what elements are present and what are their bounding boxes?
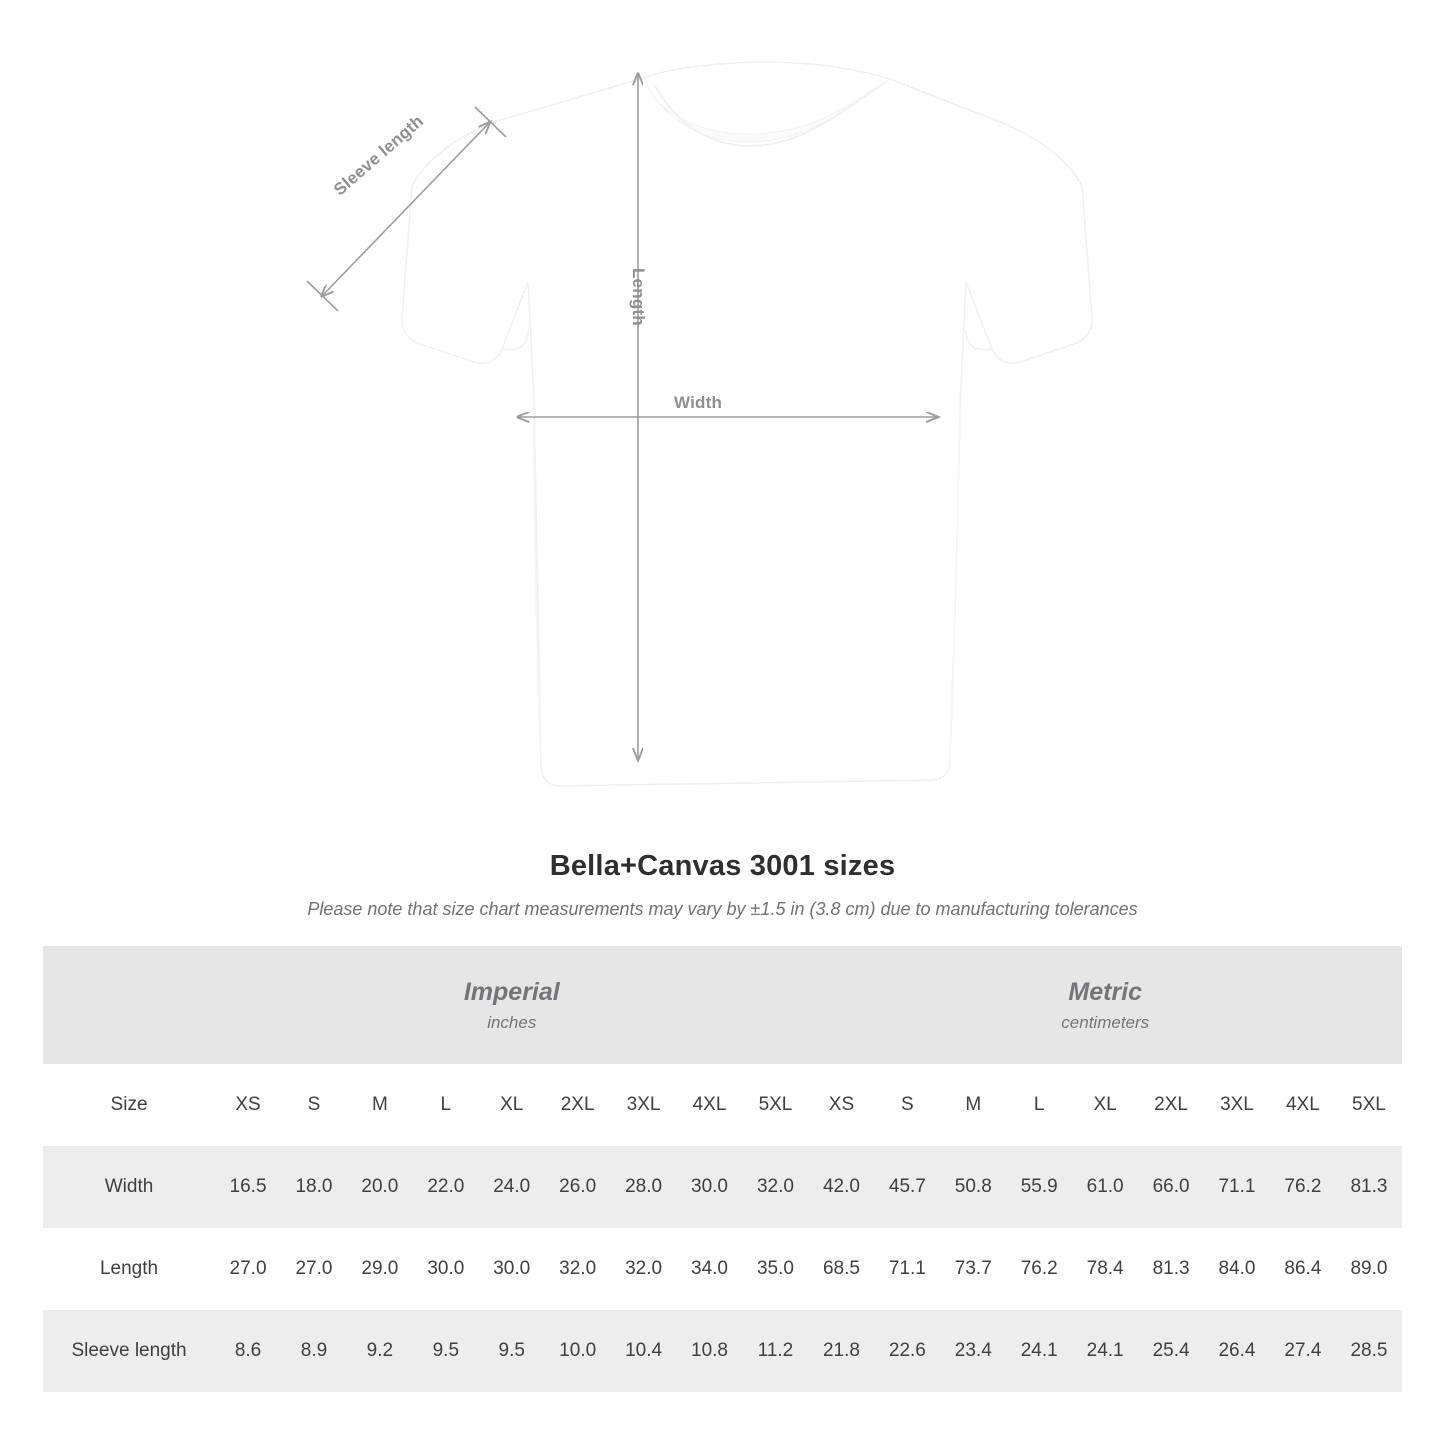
column-header: S xyxy=(901,1094,914,1115)
row-label-sleeve-length: Sleeve length xyxy=(43,1310,215,1392)
cell: 22.0 xyxy=(413,1146,479,1228)
cell: 10.4 xyxy=(611,1310,677,1392)
cell: 30.0 xyxy=(413,1228,479,1310)
cell: 66.0 xyxy=(1138,1146,1204,1228)
unit-header-spacer xyxy=(43,946,215,1064)
unit-imperial-sub: inches xyxy=(487,1013,537,1032)
cell: 28.0 xyxy=(611,1146,677,1228)
column-header: M xyxy=(965,1094,982,1115)
width-label: Width xyxy=(674,393,723,412)
cell: 26.0 xyxy=(545,1146,611,1228)
cell: 9.5 xyxy=(413,1310,479,1392)
cell: 20.0 xyxy=(347,1146,413,1228)
title-block xyxy=(0,850,1445,920)
length-label: Length xyxy=(629,268,648,326)
cell: 73.7 xyxy=(940,1228,1006,1310)
cell: 86.4 xyxy=(1270,1228,1336,1310)
table-row xyxy=(43,1146,1402,1228)
cell: 24.1 xyxy=(1072,1310,1138,1392)
table-row xyxy=(43,1310,1402,1392)
cell: 34.0 xyxy=(677,1228,743,1310)
cell: 9.5 xyxy=(479,1310,545,1392)
column-header: 2XL xyxy=(1154,1094,1188,1115)
cell: 32.0 xyxy=(742,1146,808,1228)
cell: 16.5 xyxy=(215,1146,281,1228)
cell: 25.4 xyxy=(1138,1310,1204,1392)
column-header: 5XL xyxy=(1352,1094,1386,1115)
tshirt-shape xyxy=(402,62,1092,786)
table-row xyxy=(43,1228,1402,1310)
cell: 42.0 xyxy=(808,1146,874,1228)
column-header: 5XL xyxy=(758,1094,793,1115)
cell: 30.0 xyxy=(677,1146,743,1228)
cell: 27.0 xyxy=(281,1228,347,1310)
unit-header-metric xyxy=(808,946,1402,1064)
cell: 81.3 xyxy=(1336,1146,1402,1228)
column-header-size: Size xyxy=(110,1094,148,1115)
column-header: 4XL xyxy=(692,1094,727,1115)
cell: 89.0 xyxy=(1336,1228,1402,1310)
cell: 18.0 xyxy=(281,1146,347,1228)
cell: 32.0 xyxy=(545,1228,611,1310)
cell: 45.7 xyxy=(874,1146,940,1228)
cell: 27.4 xyxy=(1270,1310,1336,1392)
column-header: M xyxy=(371,1094,388,1115)
column-header: XL xyxy=(500,1094,524,1115)
cell: 21.8 xyxy=(808,1310,874,1392)
cell: 8.6 xyxy=(215,1310,281,1392)
cell: 71.1 xyxy=(1204,1146,1270,1228)
cell: 10.0 xyxy=(545,1310,611,1392)
cell: 68.5 xyxy=(808,1228,874,1310)
column-header: XS xyxy=(828,1094,855,1115)
cell: 55.9 xyxy=(1006,1146,1072,1228)
cell: 27.0 xyxy=(215,1228,281,1310)
cell: 71.1 xyxy=(874,1228,940,1310)
cell: 24.0 xyxy=(479,1146,545,1228)
cell: 50.8 xyxy=(940,1146,1006,1228)
cell: 32.0 xyxy=(611,1228,677,1310)
unit-metric-name: Metric xyxy=(1068,978,1143,1006)
column-header: 4XL xyxy=(1285,1094,1320,1115)
unit-imperial-name: Imperial xyxy=(463,978,560,1006)
cell: 10.8 xyxy=(677,1310,743,1392)
cell: 35.0 xyxy=(742,1228,808,1310)
sleeve-length-label: Sleeve length xyxy=(330,111,428,200)
cell: 76.2 xyxy=(1270,1146,1336,1228)
column-header: 2XL xyxy=(560,1094,595,1115)
size-table-wrapper xyxy=(43,946,1402,1392)
cell: 11.2 xyxy=(742,1310,808,1392)
cell: 9.2 xyxy=(347,1310,413,1392)
row-label-length: Length xyxy=(43,1228,215,1310)
page-title: Bella+Canvas 3001 sizes xyxy=(549,850,896,882)
column-header: L xyxy=(440,1094,452,1115)
size-table xyxy=(43,946,1402,1392)
size-header-row xyxy=(43,1064,1402,1146)
cell: 8.9 xyxy=(281,1310,347,1392)
column-header: L xyxy=(1033,1094,1045,1115)
cell: 26.4 xyxy=(1204,1310,1270,1392)
cell: 28.5 xyxy=(1336,1310,1402,1392)
cell: 76.2 xyxy=(1006,1228,1072,1310)
unit-header-imperial xyxy=(215,946,808,1064)
row-label-width: Width xyxy=(43,1146,215,1228)
cell: 84.0 xyxy=(1204,1228,1270,1310)
column-header: S xyxy=(307,1094,321,1115)
column-header: 3XL xyxy=(626,1094,661,1115)
unit-metric-sub: centimeters xyxy=(1061,1013,1150,1032)
cell: 30.0 xyxy=(479,1228,545,1310)
cell: 61.0 xyxy=(1072,1146,1138,1228)
cell: 22.6 xyxy=(874,1310,940,1392)
unit-header-row xyxy=(43,946,1402,1064)
cell: 81.3 xyxy=(1138,1228,1204,1310)
column-header: 3XL xyxy=(1220,1094,1254,1115)
cell: 23.4 xyxy=(940,1310,1006,1392)
cell: 29.0 xyxy=(347,1228,413,1310)
cell: 78.4 xyxy=(1072,1228,1138,1310)
cell: 24.1 xyxy=(1006,1310,1072,1392)
column-header: XL xyxy=(1093,1094,1117,1115)
column-header: XS xyxy=(235,1094,261,1115)
tolerance-note: Please note that size chart measurements may vary by ±1.5 in (3.8 cm) due to manufacturing tolerances xyxy=(307,899,1138,919)
